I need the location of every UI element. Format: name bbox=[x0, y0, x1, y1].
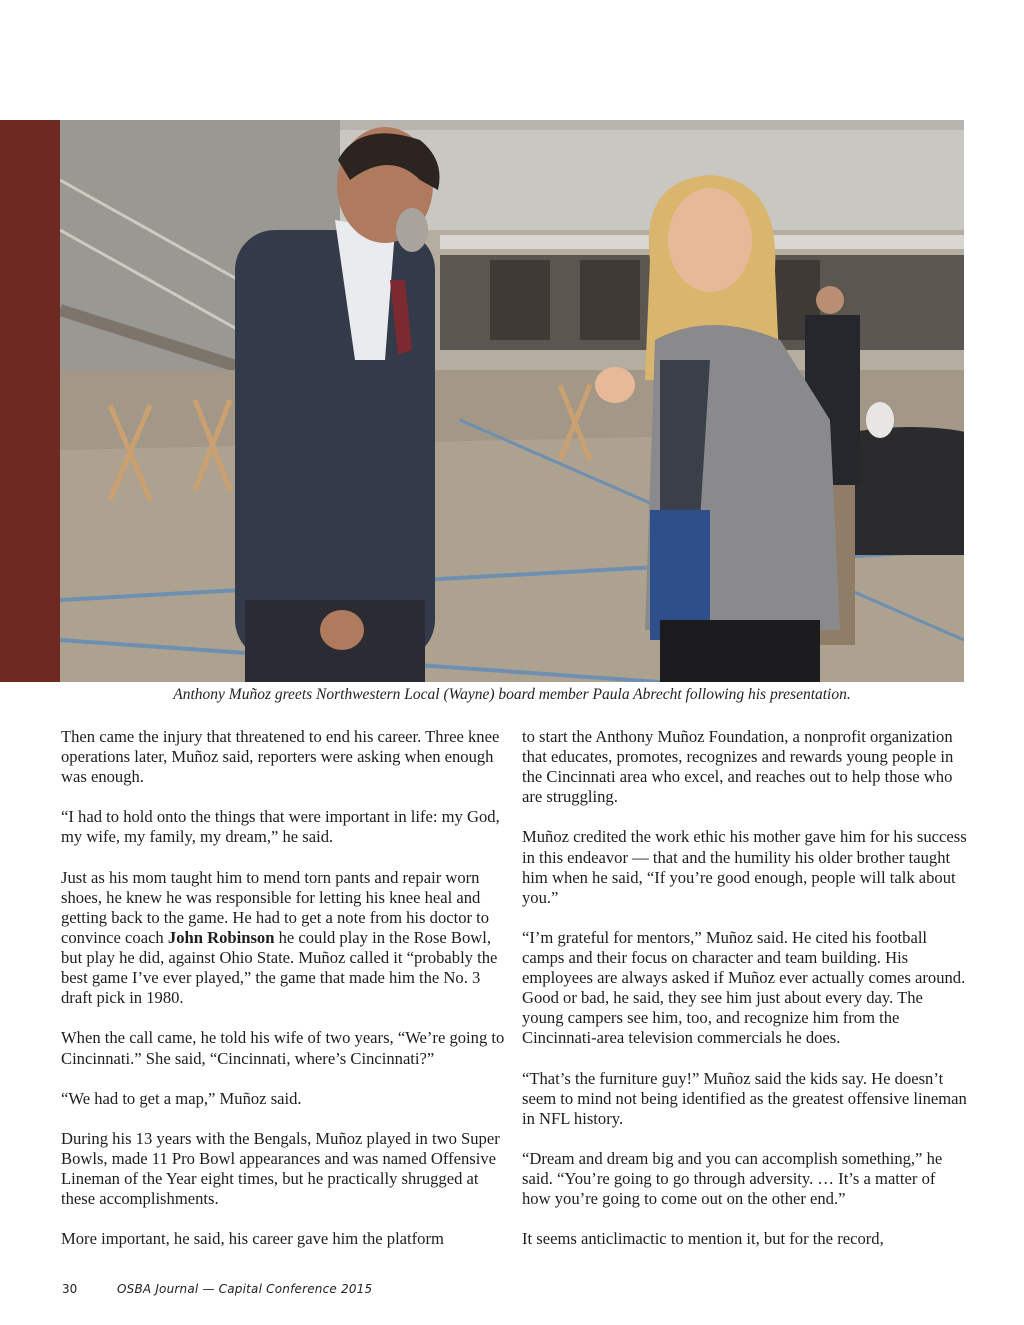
paragraph: “I’m grateful for mentors,” Muñoz said. He cited his football camps and their focus on character and team building. His employees are always asked if Muñoz ever actually comes around. Good or bad, he said, they see him just about every day. The young campers see him, too, and recognize him from the Cincinnati-area television commercials he does. bbox=[522, 927, 966, 1048]
publication-title: OSBA Journal — Capital Conference 2015 bbox=[117, 1282, 373, 1296]
paragraph: “I had to hold onto the things that were important in life: my God, my wife, my family, my dream,” he said. bbox=[61, 807, 500, 847]
accent-sidebar-bar bbox=[0, 120, 60, 682]
bold-name: John Robinson bbox=[167, 927, 275, 947]
article-column-right bbox=[522, 727, 967, 1249]
paragraph: When the call came, he told his wife of two years, “We’re going to Cincinnati.” She said, “Cincinnati, where’s Cincinnati?” bbox=[61, 1028, 505, 1068]
paragraph: It seems anticlimactic to mention it, but for the record, bbox=[522, 1229, 884, 1249]
paragraph-text: he could play in the Rose Bowl, but play he did, against Ohio State. Muñoz called it “probably the best game I’ve ever played,” the game that made him the No. 3 draft pick in 1980. bbox=[61, 927, 498, 1008]
paragraph bbox=[61, 868, 506, 1009]
paragraph: Then came the injury that threatened to end his career. Three knee operations later, Muñoz said, reporters were asking when enough was enough. bbox=[61, 727, 500, 787]
article-photo bbox=[60, 120, 964, 682]
paragraph-text: Just as his mom taught him to mend torn pants and repair worn shoes, he knew he was responsible for letting his knee heal and getting back to the game. He had to get a note from his doctor to convince coach bbox=[61, 867, 490, 947]
photo-illustration bbox=[60, 120, 964, 682]
page-number: 30 bbox=[62, 1282, 78, 1296]
article-column-left bbox=[61, 727, 506, 1249]
paragraph: “We had to get a map,” Muñoz said. bbox=[61, 1088, 302, 1108]
paragraph: During his 13 years with the Bengals, Muñoz played in two Super Bowls, made 11 Pro Bowl appearances and was named Offensive Lineman of the Year eight times, but he practically shrugged at these accomplishments. bbox=[61, 1128, 500, 1209]
paragraph: “Dream and dream big and you can accomplish something,” he said. “You’re going to go through adversity. … It’s a matter of how you’re going to come out on the other end.” bbox=[522, 1148, 943, 1209]
paragraph: More important, he said, his career gave him the platform bbox=[61, 1229, 444, 1249]
paragraph: Muñoz credited the work ethic his mother gave him for his success in this endeavor — that and the humility his older brother taught him when he said, “If you’re good enough, people will talk about you.” bbox=[522, 827, 967, 907]
paragraph: “That’s the furniture guy!” Muñoz said the kids say. He doesn’t seem to mind not being identified as the greatest offensive lineman in NFL history. bbox=[522, 1068, 967, 1128]
photo-caption: Anthony Muñoz greets Northwestern Local (Wayne) board member Paula Abrecht following his presentation. bbox=[173, 686, 851, 703]
paragraph: to start the Anthony Muñoz Foundation, a nonprofit organization that educates, promotes, recognizes and rewards young people in the Cincinnati area who excel, and reaches out to help those who are struggling. bbox=[522, 727, 954, 807]
